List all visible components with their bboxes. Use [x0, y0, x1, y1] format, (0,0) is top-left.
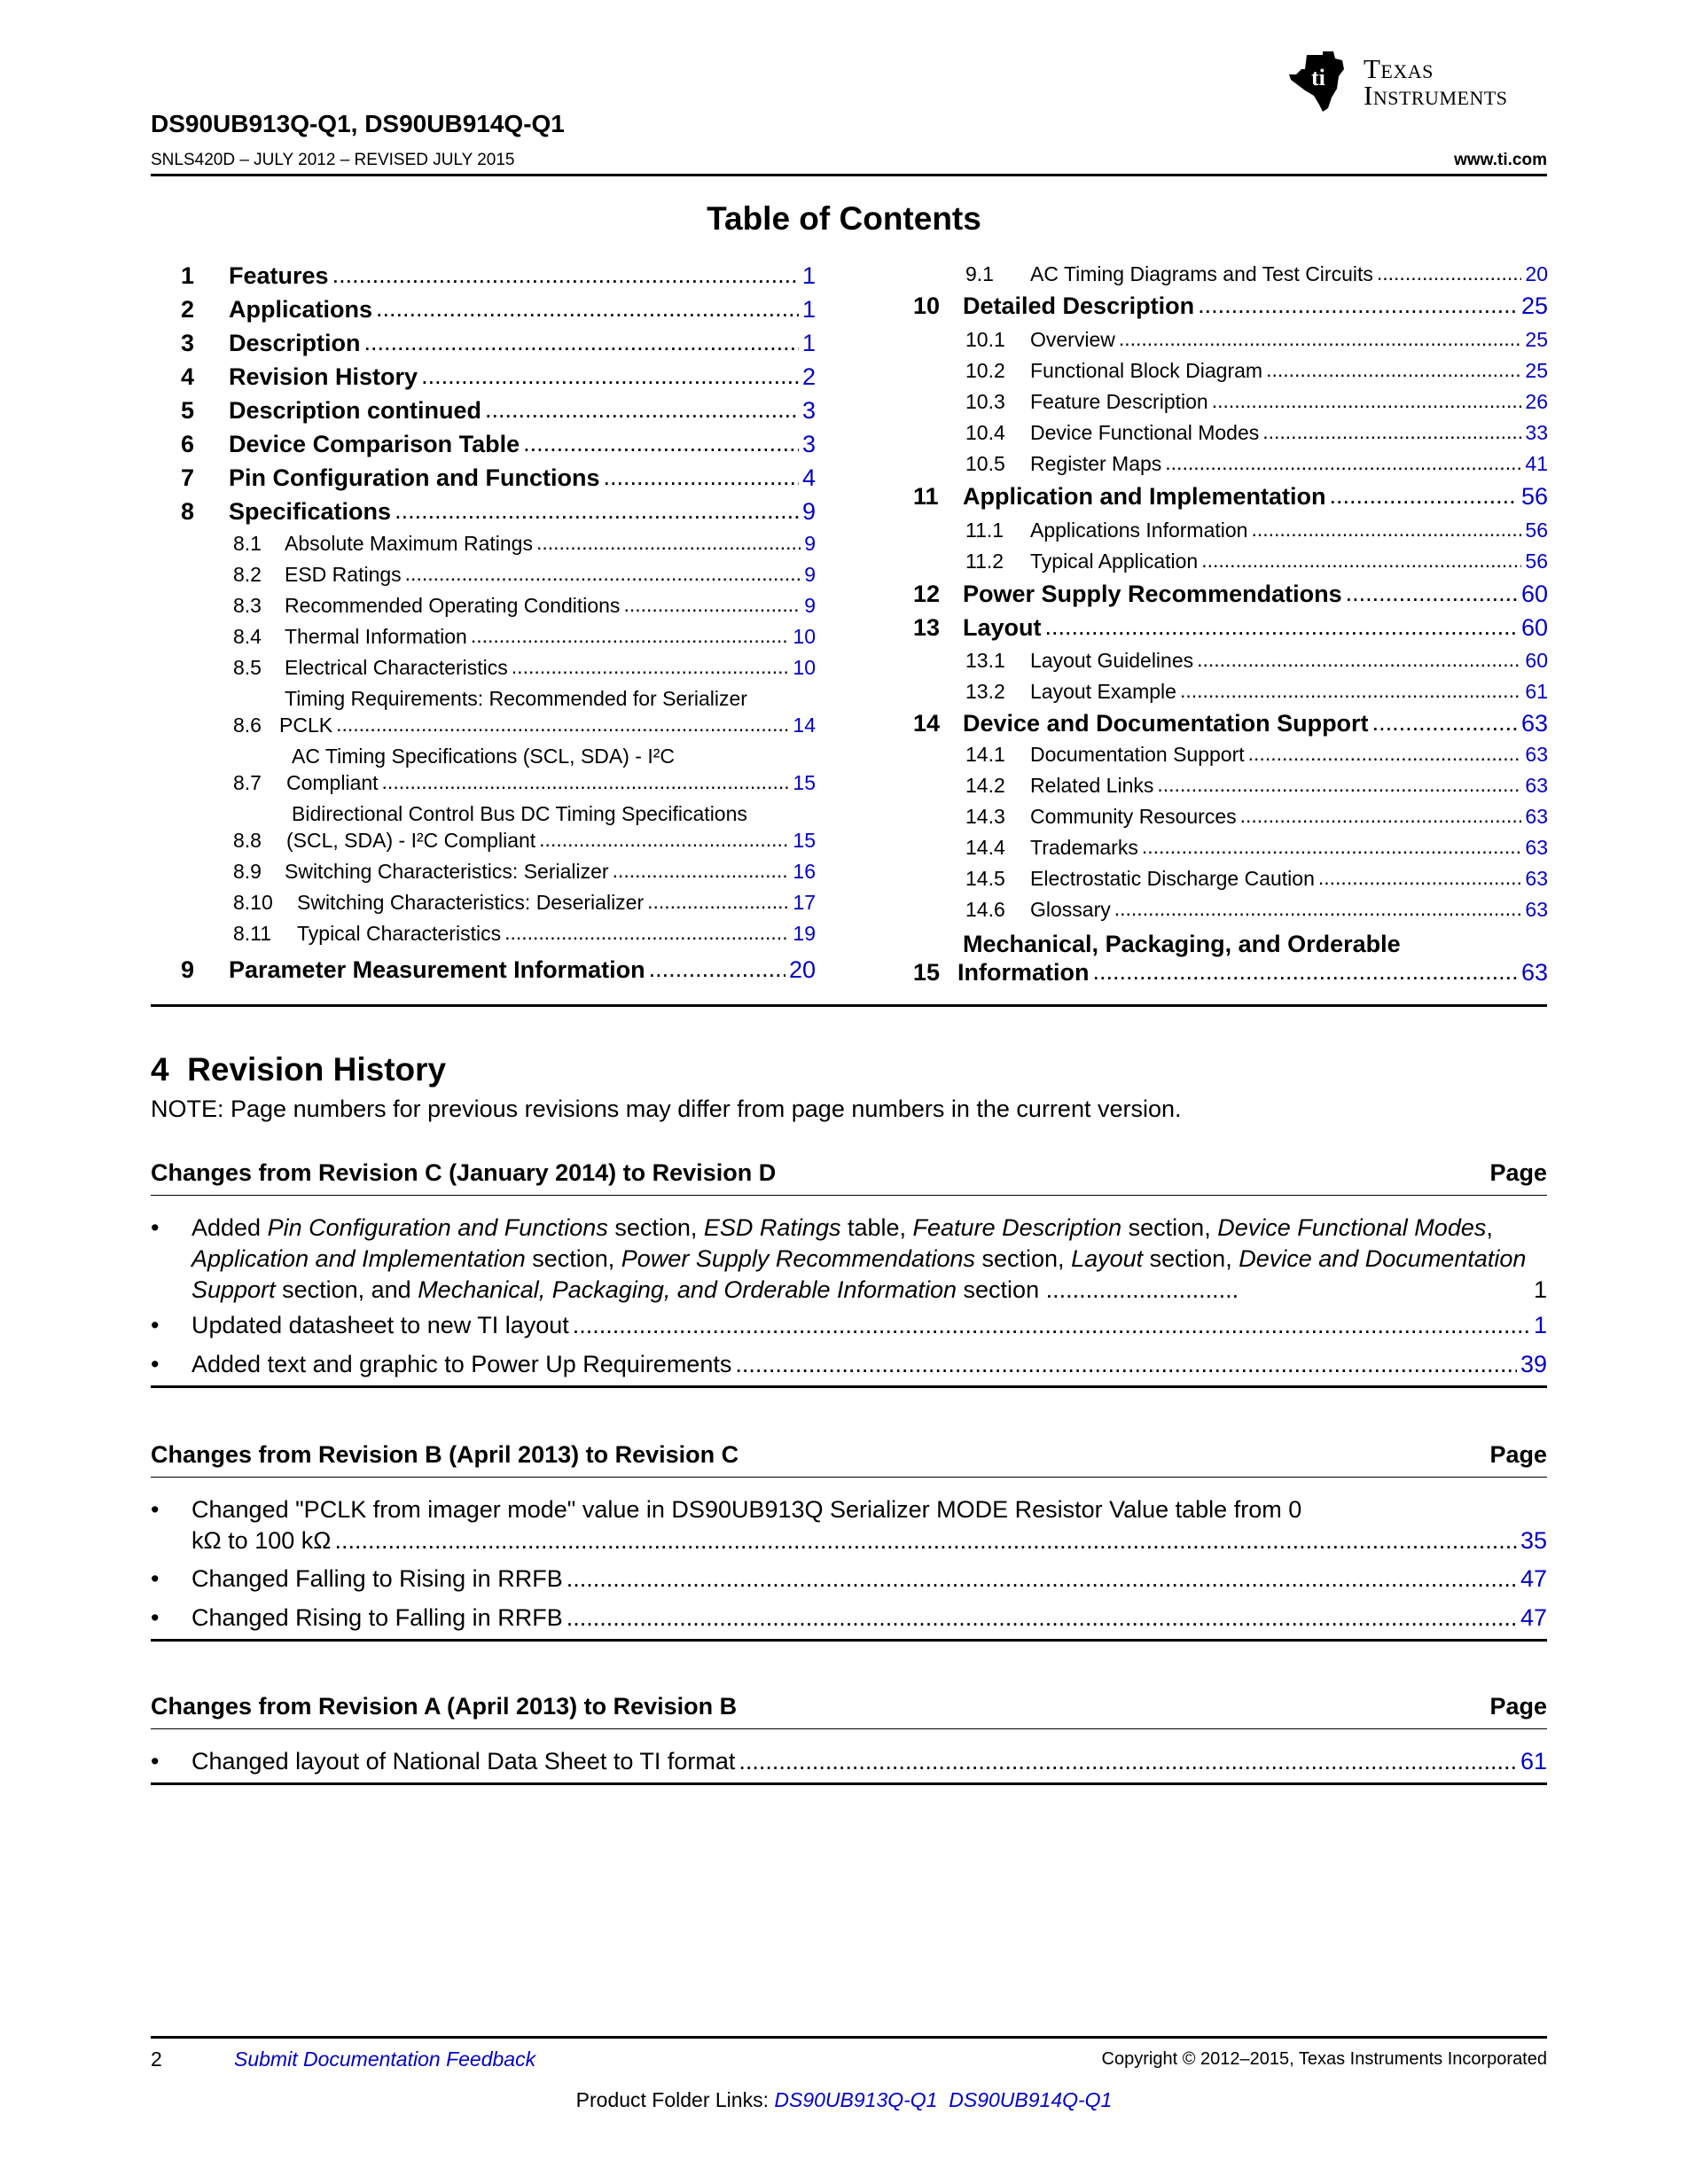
toc-entry[interactable] [965, 743, 1548, 771]
toc-entry-page[interactable]: 63 [1525, 774, 1548, 797]
toc-leader-dots [647, 890, 789, 914]
toc-entry-number: 8.6 [233, 714, 262, 737]
revision-item-page[interactable]: 39 [1520, 1351, 1547, 1377]
leader-dots [567, 1564, 1517, 1595]
toc-entry-number: 8.7 [233, 771, 262, 794]
toc-entry-number: 13.1 [965, 649, 1005, 672]
toc-entry-page[interactable]: 33 [1525, 421, 1548, 444]
toc-entry-page[interactable]: 25 [1525, 359, 1548, 382]
toc-entry-page[interactable]: 25 [1525, 328, 1548, 351]
toc-leader-dots [1372, 709, 1518, 737]
toc-entry[interactable] [913, 292, 1548, 324]
leader-dots [334, 1525, 1517, 1556]
toc-leader-dots [471, 624, 790, 648]
page-number: 2 [151, 2048, 162, 2071]
toc-entry[interactable] [913, 614, 1548, 646]
toc-entry-number: 8.11 [233, 922, 272, 945]
toc-entry-number: 2 [181, 296, 195, 323]
toc-leader-dots [336, 713, 789, 737]
toc-entry-number: 5 [181, 397, 195, 424]
footer-rule [151, 2036, 1547, 2039]
bullet-icon: • [151, 1496, 160, 1523]
toc-entry-label-cont: (SCL, SDA) - I²C Compliant [286, 829, 536, 852]
toc-entry[interactable] [965, 328, 1548, 356]
toc-entry[interactable] [181, 296, 816, 328]
revision-item [151, 1603, 1547, 1634]
toc-entry-label: Related Links [1030, 774, 1154, 797]
toc-entry-page[interactable]: 60 [1520, 581, 1548, 607]
document-title: DS90UB913Q-Q1, DS90UB914Q-Q1 [151, 110, 565, 137]
toc-entry-page[interactable]: 3 [801, 397, 816, 424]
toc-entry[interactable] [181, 262, 816, 294]
toc-entry[interactable] [181, 431, 816, 463]
toc-entry-page[interactable]: 63 [1525, 836, 1548, 859]
logo-text-line2: Instruments [1364, 80, 1508, 111]
revision-item-page[interactable]: 47 [1520, 1604, 1547, 1631]
toc-entry-number: 10.5 [965, 452, 1005, 475]
toc-entry-label: Timing Requirements: Recommended for Serializer [285, 687, 747, 710]
toc-entry-page[interactable]: 9 [804, 594, 816, 617]
toc-entry-page[interactable]: 1 [801, 330, 816, 356]
revision-group-divider [151, 1728, 1547, 1729]
toc-entry-label: Device Comparison Table [229, 431, 520, 457]
toc-leader-dots [421, 363, 799, 390]
toc-leader-dots [485, 396, 799, 424]
toc-entry-number: 15 [913, 959, 941, 986]
toc-entry-label: Typical Characteristics [297, 922, 502, 945]
toc-entry-number: 10.3 [965, 390, 1005, 413]
leader-dots [573, 1310, 1530, 1341]
revision-item [151, 1213, 1547, 1306]
toc-entry-number: 10.1 [965, 328, 1005, 351]
toc-leader-dots [504, 921, 789, 945]
toc-entry-page[interactable]: 41 [1525, 452, 1548, 475]
links-label: Product Folder Links: [575, 2088, 769, 2111]
toc-entry-label: Layout [963, 614, 1042, 641]
revision-group-end-rule [151, 1782, 1547, 1785]
toc-leader-dots [1318, 866, 1522, 890]
toc-entry-label: Bidirectional Control Bus DC Timing Specifications [292, 802, 747, 825]
revision-item-text: Changed layout of National Data Sheet to TI format [191, 1748, 736, 1774]
leader-dots [735, 1349, 1517, 1380]
toc-entry-page[interactable]: 19 [793, 922, 816, 945]
toc-entry-label: ESD Ratings [285, 563, 402, 586]
toc-entry-number: 10 [913, 292, 941, 319]
bullet-icon: • [151, 1351, 160, 1377]
toc-entry-number: 13 [913, 614, 941, 641]
product-link-914[interactable]: DS90UB914Q-Q1 [949, 2088, 1113, 2111]
toc-entry-label: Typical Application [1030, 550, 1199, 573]
toc-entry-label: Thermal Information [285, 625, 467, 648]
toc-leader-dots [1119, 327, 1522, 351]
toc-entry-page[interactable]: 1 [801, 296, 816, 323]
toc-entry[interactable] [965, 680, 1548, 708]
toc-leader-dots [536, 531, 801, 555]
revision-group-header [151, 1159, 1547, 1187]
toc-entry-label: Electrostatic Discharge Caution [1030, 867, 1315, 890]
toc-leader-dots [523, 430, 799, 457]
toc-entry-label: Device Functional Modes [1030, 421, 1260, 444]
feedback-link[interactable]: Submit Documentation Feedback [234, 2048, 536, 2071]
toc-leader-dots [1165, 451, 1521, 475]
toc-entry-page[interactable]: 17 [793, 891, 816, 914]
toc-entry-page[interactable]: 9 [804, 563, 816, 586]
toc-leader-dots [1045, 613, 1518, 641]
toc-entry-number: 10.2 [965, 359, 1005, 382]
toc-leader-dots [1330, 482, 1518, 510]
toc-entry-number: 13.2 [965, 680, 1005, 703]
toc-entry-label: Detailed Description [963, 292, 1195, 319]
toc-leader-dots [1197, 648, 1521, 672]
header-rule [151, 174, 1547, 176]
toc-entry-page[interactable]: 4 [801, 464, 816, 491]
revision-item-text: Updated datasheet to new TI layout [191, 1312, 569, 1338]
toc-entry[interactable] [965, 421, 1548, 449]
toc-entry-page[interactable]: 10 [793, 656, 816, 679]
section-heading [151, 1051, 446, 1088]
bullet-icon: • [151, 1604, 160, 1631]
toc-entry-number: 14.5 [965, 867, 1005, 890]
toc-entry-page[interactable]: 10 [793, 625, 816, 648]
revision-group-end-rule [151, 1639, 1547, 1642]
toc-leader-dots [1262, 420, 1521, 444]
toc-entry-page[interactable]: 63 [1520, 959, 1548, 986]
toc-entry-label: Specifications [229, 498, 392, 525]
toc-entry[interactable] [181, 498, 816, 530]
toc-entry[interactable] [233, 625, 816, 653]
bullet-icon: • [151, 1565, 160, 1592]
toc-leader-dots [332, 261, 799, 289]
toc-entry[interactable] [965, 649, 1548, 677]
revision-item [151, 1746, 1547, 1777]
toc-entry-number: 8.10 [233, 891, 273, 914]
toc-entry-label: Switching Characteristics: Deserializer [297, 891, 645, 914]
revision-item-text: Changed Falling to Rising in RRFB [191, 1565, 563, 1592]
revision-item-text: Changed "PCLK from imager mode" value in DS90UB913Q Serializer MODE Resistor Value table from 0 [191, 1496, 1302, 1523]
toc-leader-dots [1198, 292, 1518, 319]
toc-entry[interactable] [233, 745, 816, 800]
toc-entry[interactable] [181, 464, 816, 496]
toc-entry-number: 1 [181, 262, 195, 289]
toc-entry-page[interactable]: 60 [1520, 614, 1548, 641]
toc-entry-label: Description continued [229, 397, 482, 424]
toc-entry-number: 9.1 [965, 262, 994, 285]
toc-entry-label: Applications Information [1030, 519, 1248, 542]
revision-item-text: Added text and graphic to Power Up Requirements [191, 1351, 732, 1377]
revision-item-page[interactable]: 1 [1533, 1276, 1547, 1303]
toc-entry[interactable] [965, 898, 1548, 926]
revision-group-divider [151, 1477, 1547, 1478]
toc-entry[interactable] [233, 687, 816, 742]
toc-entry-label: Electrical Characteristics [285, 656, 508, 679]
toc-entry-page[interactable]: 26 [1525, 390, 1548, 413]
toc-entry-number: 11.1 [965, 519, 1004, 542]
toc-entry[interactable] [913, 483, 1548, 515]
page-column-label: Page [1489, 1693, 1547, 1720]
toc-entry-page[interactable]: 20 [1525, 262, 1548, 285]
revision-group-divider [151, 1195, 1547, 1196]
toc-leader-dots [395, 497, 799, 525]
toc-entry-number: 8.1 [233, 532, 262, 555]
toc-leader-dots [649, 956, 785, 983]
toc-entry-number: 8.5 [233, 656, 262, 679]
bullet-icon: • [151, 1312, 160, 1338]
toc-leader-dots [364, 329, 799, 356]
toc-entry-label: Device and Documentation Support [963, 710, 1369, 737]
toc-entry-label: Layout Guidelines [1030, 649, 1194, 672]
revision-item [151, 1310, 1547, 1341]
toc-entry[interactable] [965, 836, 1548, 864]
toc-entry-label: Mechanical, Packaging, and Orderable [963, 931, 1401, 957]
toc-entry[interactable] [965, 390, 1548, 418]
toc-leader-dots [1248, 742, 1522, 766]
revision-item [151, 1494, 1547, 1556]
toc-leader-dots [1212, 389, 1522, 413]
revision-group-title: Changes from Revision B (April 2013) to Revision C [151, 1441, 739, 1468]
toc-entry[interactable] [233, 922, 816, 950]
toc-entry[interactable] [181, 330, 816, 362]
svg-text:ti: ti [1311, 65, 1325, 90]
toc-leader-dots [1346, 580, 1518, 607]
toc-title: Table of Contents [707, 200, 981, 237]
leader-dots: ............................. [1039, 1276, 1239, 1303]
toc-entry-label-cont: Compliant [286, 771, 379, 794]
section-title: Revision History [187, 1051, 447, 1088]
toc-entry-label: Absolute Maximum Ratings [285, 532, 533, 555]
toc-entry[interactable] [965, 452, 1548, 480]
revision-item-text: Added Pin Configuration and Functions section, ESD Ratings table, Feature Description section, Device Functional Modes, Application and Implementation section, Power Supply Recommendations section, Layout section, Device and Documentation Support section, and Mechanical, Packaging, and Orderable Information section [191, 1214, 1527, 1303]
toc-leader-dots [405, 562, 801, 586]
toc-entry-page[interactable]: 25 [1520, 292, 1548, 319]
toc-entry[interactable] [233, 656, 816, 684]
revision-group-header [151, 1441, 1547, 1469]
toc-entry-page[interactable]: 56 [1520, 483, 1548, 510]
toc-leader-dots [623, 593, 801, 617]
toc-entry-label-cont: Information [957, 959, 1090, 986]
toc-entry-label: AC Timing Specifications (SCL, SDA) - I²C [292, 745, 676, 768]
toc-leader-dots [1157, 773, 1521, 797]
toc-entry-number: 14 [913, 710, 941, 737]
document-id: SNLS420D – JULY 2012 – REVISED JULY 2015 [151, 151, 515, 169]
toc-entry[interactable] [233, 860, 816, 888]
revision-item-page[interactable]: 1 [1533, 1312, 1547, 1338]
toc-entry[interactable] [233, 891, 816, 919]
product-link-913[interactable]: DS90UB913Q-Q1 [774, 2088, 938, 2111]
revision-item-page[interactable]: 47 [1520, 1565, 1547, 1592]
toc-entry[interactable] [233, 563, 816, 591]
toc-entry[interactable] [233, 594, 816, 622]
toc-entry-number: 9 [181, 956, 195, 983]
toc-entry-page[interactable]: 63 [1525, 805, 1548, 828]
toc-entry-number: 12 [913, 581, 941, 607]
toc-entry[interactable] [965, 262, 1548, 291]
toc-leader-dots [382, 770, 790, 794]
toc-entry[interactable] [233, 532, 816, 560]
toc-entry-label: Power Supply Recommendations [963, 581, 1342, 607]
revision-note: NOTE: Page numbers for previous revisions may differ from page numbers in the current version. [151, 1096, 1182, 1122]
toc-entry-number: 14.3 [965, 805, 1005, 828]
toc-leader-dots [1251, 518, 1521, 542]
toc-entry-number: 8.2 [233, 563, 262, 586]
toc-entry[interactable] [965, 774, 1548, 802]
revision-group-title: Changes from Revision C (January 2014) to Revision D [151, 1159, 777, 1186]
toc-entry[interactable] [965, 359, 1548, 387]
toc-leader-dots [613, 859, 790, 883]
toc-leader-dots [1266, 358, 1521, 382]
toc-entry[interactable] [181, 956, 816, 988]
toc-entry-label: Revision History [229, 363, 418, 390]
toc-entry-number: 3 [181, 330, 195, 356]
revision-group-header [151, 1693, 1547, 1720]
ti-state-icon [1287, 50, 1358, 113]
toc-leader-dots [539, 828, 789, 852]
toc-leader-dots [1093, 958, 1518, 986]
toc-entry-label: Trademarks [1030, 836, 1138, 859]
toc-entry-page[interactable]: 15 [793, 829, 816, 852]
toc-entry-label: Description [229, 330, 361, 356]
toc-entry-label: Documentation Support [1030, 743, 1245, 766]
toc-entry-page[interactable]: 56 [1525, 550, 1548, 573]
toc-entry-label: Application and Implementation [963, 483, 1326, 510]
toc-entry-label: Features [229, 262, 329, 289]
toc-entry[interactable] [913, 581, 1548, 612]
revision-item-text: Changed Rising to Falling in RRFB [191, 1604, 563, 1631]
toc-entry-label-cont: PCLK [279, 714, 333, 737]
toc-entry-number: 8.9 [233, 860, 262, 883]
toc-entry[interactable] [965, 550, 1548, 578]
toc-entry[interactable] [965, 805, 1548, 833]
revision-item-page[interactable]: 35 [1520, 1527, 1547, 1554]
toc-entry-page[interactable]: 56 [1525, 519, 1548, 542]
toc-entry-number: 7 [181, 464, 195, 491]
toc-entry-page[interactable]: 3 [801, 431, 816, 457]
section-number: 4 [151, 1051, 169, 1088]
page-column-label: Page [1489, 1441, 1547, 1468]
toc-entry-number: 14.6 [965, 898, 1005, 921]
revision-group-title: Changes from Revision A (April 2013) to Revision B [151, 1693, 738, 1720]
toc-entry[interactable] [965, 519, 1548, 547]
revision-item [151, 1564, 1547, 1595]
toc-leader-dots [1114, 897, 1522, 921]
revision-item [151, 1349, 1547, 1380]
copyright: Copyright © 2012–2015, Texas Instruments Incorporated [1101, 2049, 1547, 2069]
toc-entry[interactable] [913, 710, 1548, 742]
toc-entry-page[interactable]: 15 [793, 771, 816, 794]
toc-entry-page[interactable]: 63 [1520, 710, 1548, 737]
toc-entry-number: 8.8 [233, 829, 262, 852]
product-folder-links [0, 2088, 1688, 2112]
toc-entry-label: Glossary [1030, 898, 1111, 921]
toc-entry-label: Functional Block Diagram [1030, 359, 1263, 382]
toc-entry-number: 8.3 [233, 594, 262, 617]
toc-entry-label: AC Timing Diagrams and Test Circuits [1030, 262, 1373, 285]
toc-entry-number: 14.4 [965, 836, 1005, 859]
toc-entry[interactable] [233, 802, 816, 857]
toc-entry-number: 10.4 [965, 421, 1005, 444]
toc-leader-dots [512, 655, 790, 679]
toc-leader-dots [1201, 549, 1521, 573]
toc-entry-page[interactable]: 9 [804, 532, 816, 555]
toc-leader-dots [376, 295, 799, 323]
toc-bottom-rule [151, 1004, 1547, 1007]
toc-leader-dots [603, 464, 799, 491]
toc-entry-number: 11.2 [965, 550, 1004, 573]
toc-entry-number: 8 [181, 498, 195, 525]
toc-entry-page[interactable]: 2 [801, 363, 816, 390]
toc-leader-dots [1180, 679, 1521, 703]
toc-entry-label: Register Maps [1030, 452, 1162, 475]
leader-dots [738, 1746, 1517, 1777]
toc-entry-number: 11 [913, 483, 939, 510]
toc-entry-label: Feature Description [1030, 390, 1208, 413]
toc-entry-label: Community Resources [1030, 805, 1237, 828]
toc-entry-number: 14.1 [965, 743, 1005, 766]
toc-entry-label: Parameter Measurement Information [229, 956, 645, 983]
toc-entry-page[interactable]: 1 [801, 262, 816, 289]
toc-entry-page[interactable]: 63 [1525, 867, 1548, 890]
revision-group-end-rule [151, 1385, 1547, 1388]
toc-entry[interactable] [913, 931, 1548, 991]
toc-entry-page[interactable]: 9 [801, 498, 816, 525]
toc-entry-page[interactable]: 63 [1525, 743, 1548, 766]
logo-text-line1: Texas [1364, 53, 1434, 84]
toc-entry-label: Recommended Operating Conditions [285, 594, 621, 617]
toc-entry-label: Layout Example [1030, 680, 1176, 703]
toc-entry-number: 14.2 [965, 774, 1005, 797]
toc-entry-number: 4 [181, 363, 195, 390]
toc-entry-page[interactable]: 61 [1525, 680, 1548, 703]
toc-entry-page[interactable]: 63 [1525, 898, 1548, 921]
toc-entry-page[interactable]: 60 [1525, 649, 1548, 672]
toc-entry-label: Overview [1030, 328, 1115, 351]
ti-logo [1287, 50, 1549, 113]
toc-entry[interactable] [181, 363, 816, 395]
toc-entry-page[interactable]: 16 [793, 860, 816, 883]
toc-entry-page[interactable]: 20 [788, 956, 816, 983]
bullet-icon: • [151, 1748, 160, 1774]
toc-entry-page[interactable]: 14 [793, 714, 816, 737]
leader-dots [567, 1603, 1517, 1634]
toc-leader-dots [1377, 261, 1522, 285]
toc-entry[interactable] [965, 867, 1548, 895]
revision-item-text-cont: kΩ to 100 kΩ [191, 1527, 332, 1554]
toc-entry-number: 6 [181, 431, 195, 457]
bullet-icon: • [151, 1214, 160, 1241]
toc-entry-label: Switching Characteristics: Serializer [285, 860, 609, 883]
toc-entry-number: 8.4 [233, 625, 262, 648]
toc-entry[interactable] [181, 397, 816, 429]
website-link[interactable]: www.ti.com [1454, 151, 1547, 169]
revision-item-page[interactable]: 61 [1520, 1748, 1547, 1774]
toc-entry-label: Applications [229, 296, 373, 323]
page-column-label: Page [1489, 1159, 1547, 1186]
revision-item-leader [1039, 1276, 1239, 1303]
toc-leader-dots [1240, 804, 1522, 828]
toc-entry-label: Pin Configuration and Functions [229, 464, 600, 491]
toc-leader-dots [1142, 835, 1522, 859]
